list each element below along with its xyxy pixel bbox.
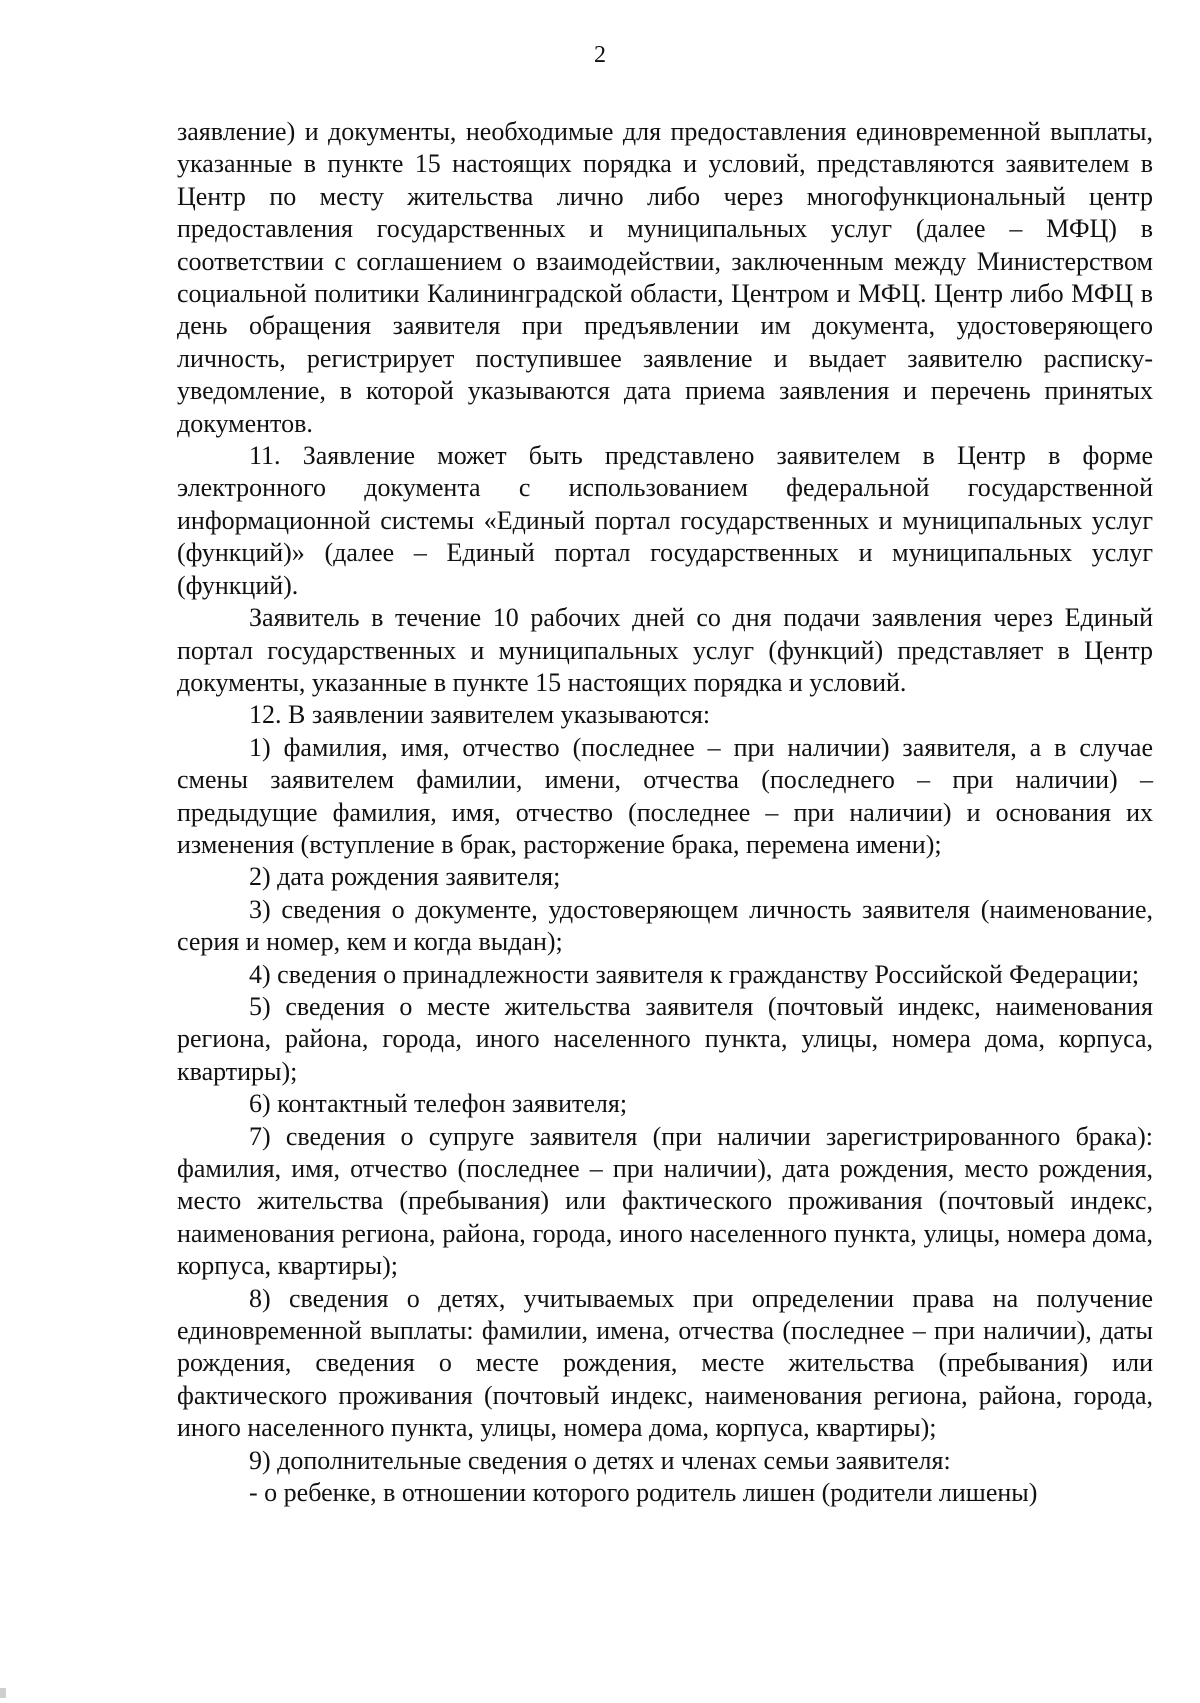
document-body: [177, 116, 1153, 1509]
list-item-1: 1) фамилия, имя, отчество (последнее – при наличии) заявителя, а в случае смены заявителем фамилии, имени, отчества (последнего – при наличии) – предыдущие фамилия, имя, отчество (последнее – при наличии) и основания их изменения (вступление в брак, расторжение брака, перемена имени);: [177, 732, 1153, 859]
paragraph-item-12: 12. В заявлении заявителем указываются:: [249, 700, 711, 730]
scan-edge-mark: [0, 1688, 6, 1698]
list-item-4: 4) сведения о принадлежности заявителя к гражданству Российской Федерации;: [249, 959, 1140, 989]
list-item-5: 5) сведения о месте жительства заявителя (почтовый индекс, наименования региона, района, города, иного населенного пункта, улицы, номера дома, корпуса, квартиры);: [177, 991, 1153, 1086]
list-item-8: 8) сведения о детях, учитываемых при определении права на получение единовременной выплаты: фамилии, имена, отчества (последнее – при наличии), даты рождения, сведения о месте рождения, месте жительства (пребывания) или фактического проживания (почтовый индекс, наименования региона, района, города, иного населенного пункта, улицы, номера дома, корпуса, квартиры);: [177, 1283, 1153, 1443]
paragraph-continuation: заявление) и документы, необходимые для предоставления единовременной выплаты, указанные в пункте 15 настоящих порядка и условий, представляются заявителем в Центр по месту жительства лично либо через многофункциональный центр предоставления государственных и муниципальных услуг (далее – МФЦ) в соответствии с соглашением о взаимодействии, заключенным между Министерством социальной политики Калининградской области, Центром и МФЦ. Центр либо МФЦ в день обращения заявителя при предъявлении им документа, удостоверяющего личность, регистрирует поступившее заявление и выдает заявителю расписку-уведомление, в которой указываются дата приема заявления и перечень принятых документов.: [177, 117, 1153, 438]
paragraph-applicant-deadline: Заявитель в течение 10 рабочих дней со дня подачи заявления через Единый портал государственных и муниципальных услуг (функций) представляет в Центр документы, указанные в пункте 15 настоящих порядка и условий.: [177, 603, 1153, 697]
list-item-2: 2) дата рождения заявителя;: [249, 862, 561, 892]
page-number: 2: [594, 42, 606, 68]
list-item-6: 6) контактный телефон заявителя;: [249, 1089, 628, 1119]
paragraph-item-11: 11. Заявление может быть представлено заявителем в Центр в форме электронного документа с использованием федеральной государственной информационной системы «Единый портал государственных и муниципальных услуг (функций)» (далее – Единый портал государственных и муниципальных услуг (функций).: [177, 441, 1153, 600]
list-item-9: 9) дополнительные сведения о детях и членах семьи заявителя:: [249, 1445, 951, 1475]
list-item-7: 7) сведения о супруге заявителя (при наличии зарегистрированного брака): фамилия, имя, отчество (последнее – при наличии), дата рождения, место рождения, место жительства (пребывания) или фактического проживания (почтовый индекс, наименования региона, района, города, иного населенного пункта, улицы, номера дома, корпуса, квартиры);: [177, 1121, 1153, 1281]
list-subitem-dash: - о ребенке, в отношении которого родитель лишен (родители лишены): [249, 1478, 1038, 1508]
list-item-3: 3) сведения о документе, удостоверяющем личность заявителя (наименование, серия и номер, кем и когда выдан);: [177, 894, 1153, 957]
